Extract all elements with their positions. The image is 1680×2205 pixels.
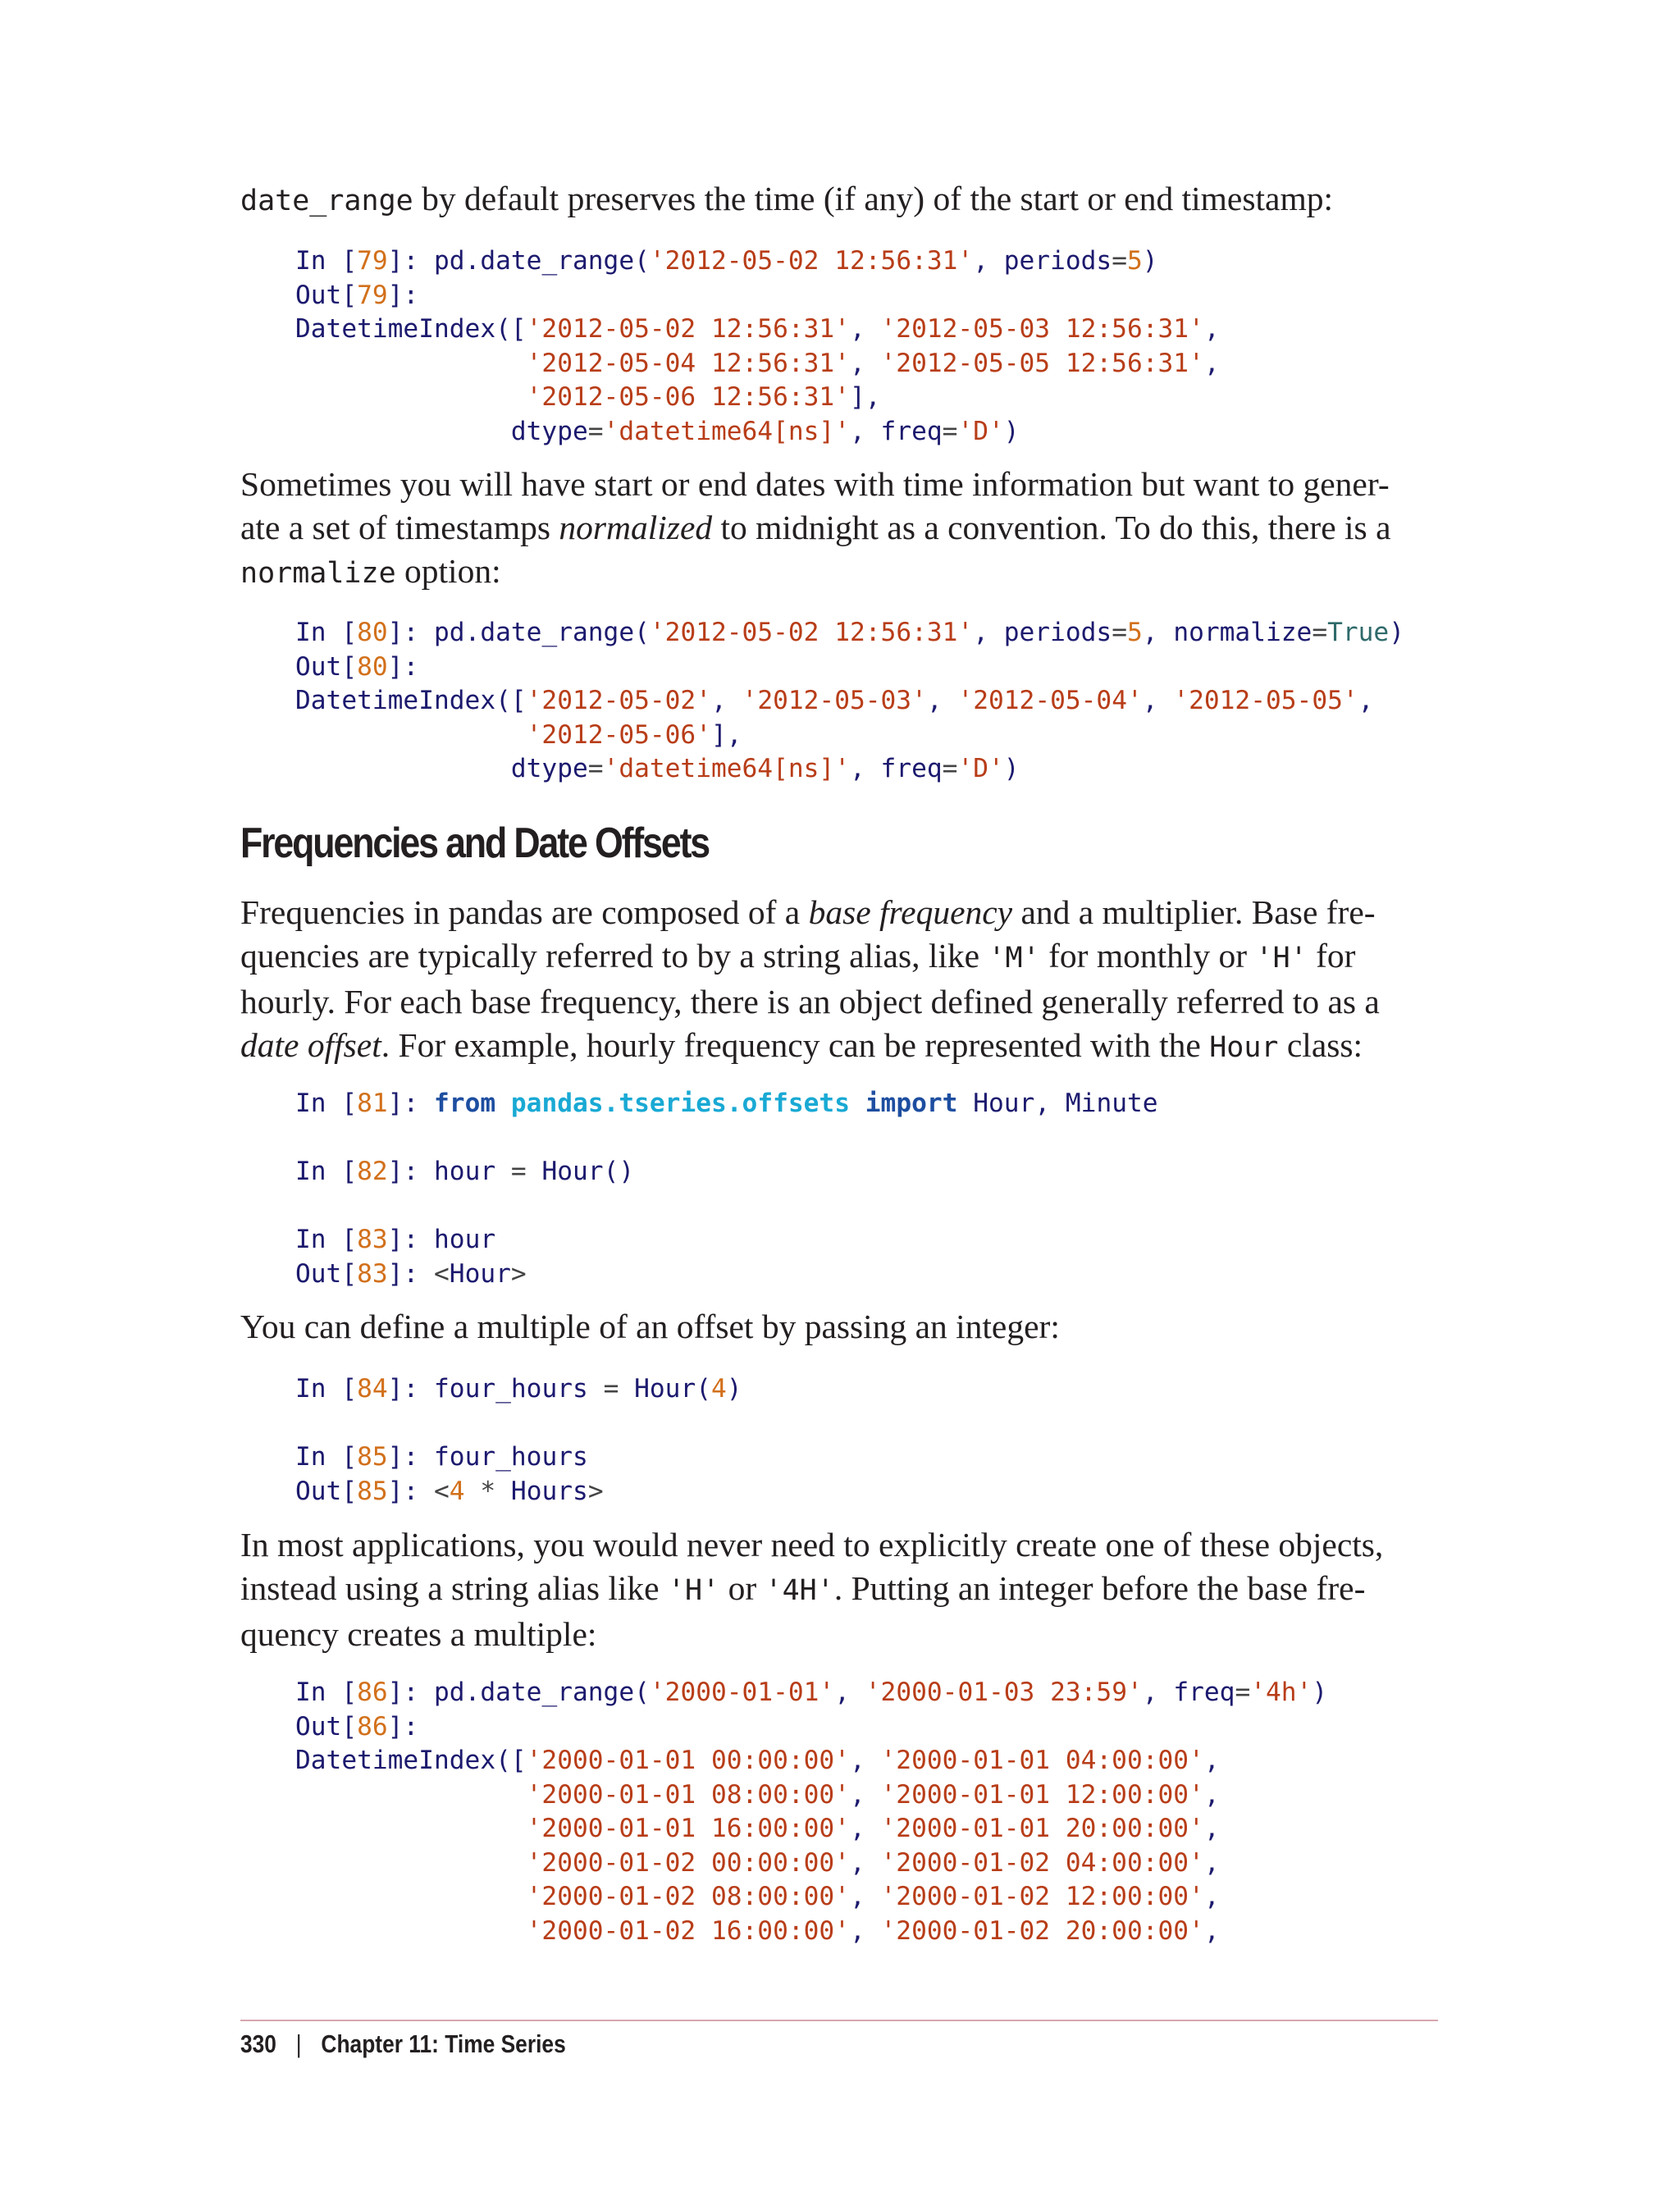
- chapter-title: Chapter 11: Time Series: [321, 2029, 566, 2058]
- paragraph-normalize: Sometimes you will have start or end dates with time information but want to gener- ate a set of timestamps normalized to midnight as a convention. To do this, there is a normalize option:: [240, 465, 1391, 590]
- emphasis-date-offset: date offset: [240, 1026, 381, 1064]
- paragraph-string-alias: In most applications, you would never need to explicitly create one of these objects, instead using a string alias like 'H' or '4H'. Putting an integer before the base fre- quency creates a multiple:: [240, 1526, 1384, 1653]
- paragraph-multiple-offset: You can define a multiple of an offset by passing an integer:: [240, 1308, 1060, 1345]
- emphasis-base-frequency: base frequency: [808, 893, 1013, 931]
- page-number: 330: [240, 2029, 276, 2058]
- footer-separator: |: [295, 2029, 302, 2058]
- footer-divider: [240, 2020, 1438, 2021]
- inline-code: normalize: [240, 557, 396, 590]
- code-block-81-83: In [81]: from pandas.tseries.offsets import Hour, Minute In [82]: hour = Hour() In [83]: hour Out[83]: <Hour>: [295, 1089, 1158, 1289]
- inline-code: date_range: [240, 185, 413, 217]
- paragraph-text: by default preserves the time (if any) of the start or end timestamp:: [413, 180, 1334, 217]
- section-heading: Frequencies and Date Offsets: [240, 819, 710, 867]
- paragraph-date-range-intro: [240, 177, 1438, 223]
- code-block-86: In [86]: pd.date_range('2000-01-01', '2000-01-03 23:59', freq='4h') Out[86]: DatetimeIndex(['2000-01-01 00:00:00', '2000-01-01 04:00:00', '2000-01-01 08:00:00', '2000-01-01 12:00:00', '2000-01-01 16:00:00', '2000-01-01 20:00:00', '2000-01-02 00:00:00', '2000-01-02 04:00:00', '2000-01-02 08:00:00', '2000-01-02 12:00:00', '2000-01-02 16:00:00', '2000-01-02 20:00:00',: [295, 1678, 1328, 1946]
- code-block-84-85: In [84]: four_hours = Hour(4) In [85]: four_hours Out[85]: <4 * Hours>: [295, 1374, 742, 1506]
- code-block-79: In [79]: pd.date_range('2012-05-02 12:56:31', periods=5) Out[79]: DatetimeIndex(['2012-05-02 12:56:31', '2012-05-03 12:56:31', '2012-05-04 12:56:31', '2012-05-05 12:56:31', '2012-05-06 12:56:31'], dtype='datetime64[ns]', freq='D'): [295, 246, 1220, 446]
- paragraph-frequencies: Frequencies in pandas are composed of a base frequency and a multiplier. Base fre- quencies are typically referred to by a string alias, like 'M' for monthly or 'H' for hourly. For each base frequency, there is an object defined generally referred to as a date offset. For example, hourly frequency can be represented with the Hour class:: [240, 893, 1380, 1064]
- emphasis-normalized: normalized: [559, 509, 713, 546]
- code-block-80: In [80]: pd.date_range('2012-05-02 12:56:31', periods=5, normalize=True) Out[80]: DatetimeIndex(['2012-05-02', '2012-05-03', '2012-05-04', '2012-05-05', '2012-05-06'], dtype='datetime64[ns]', freq='D'): [295, 618, 1404, 783]
- page-footer: [240, 2029, 566, 2059]
